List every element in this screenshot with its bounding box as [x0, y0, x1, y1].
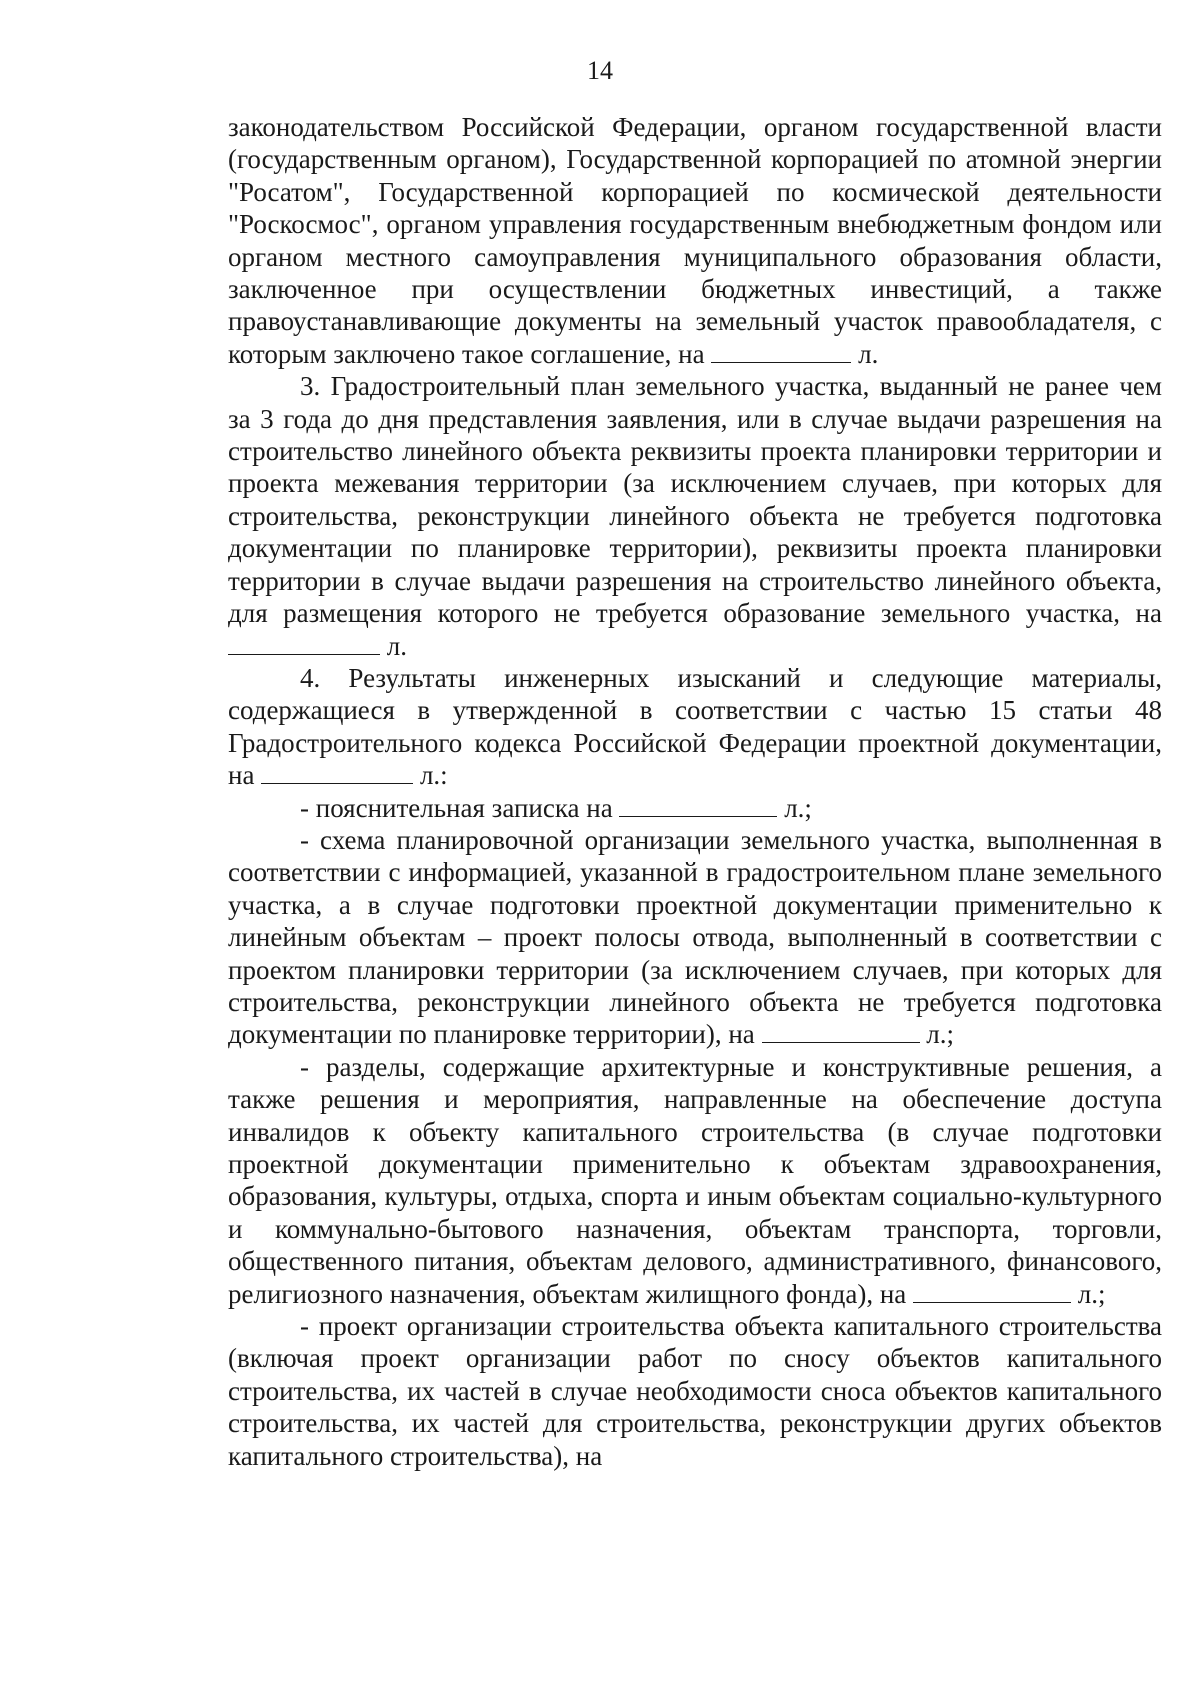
pages-suffix: л.;	[926, 1019, 955, 1050]
paragraph-text: - пояснительная записка на	[300, 792, 613, 823]
paragraph-item-3	[228, 370, 1162, 662]
pages-suffix: л.:	[419, 760, 448, 791]
paragraph-text: - проект организации строительства объекта капитального строительства (включая проект организации работ по сносу объектов капитального строительства, их частей в случае необходимости сноса объектов капитального строительства, их частей для строительства, реконструкции других объектов капитального строительства), на	[228, 1311, 1162, 1471]
pages-suffix: л.	[386, 630, 407, 661]
paragraph-explanatory-note	[228, 792, 1162, 824]
pages-suffix: л.;	[784, 792, 812, 823]
fill-in-blank	[228, 632, 380, 655]
page-number: 14	[587, 56, 613, 85]
fill-in-blank	[261, 761, 413, 784]
paragraph-text: - разделы, содержащие архитектурные и конструктивные решения, а также решения и мероприятия, направленные на обеспечение доступа инвалидов к объекту капитального строительства (в случае подготовки проектной документации применительно к объектам здравоохранения, образования, культуры, отдыха, спорта и иным объектам социально-культурного и коммунально-бытового назначения, объектам транспорта, торговли, общественного питания, объектам делового, административного, финансового, религиозного назначения, объектам жилищного фонда), на	[228, 1051, 1162, 1309]
paragraph-planning-scheme	[228, 824, 1162, 1051]
paragraph-text: - схема планировочной организации земельного участка, выполненная в соответствии с информацией, указанной в градостроительном плане земельного участка, а в случае подготовки проектной документации применительно к линейным объектам – проект полосы отвода, выполненный в соответствии с проектом планировки территории (за исключением случаев, при которых для строительства, реконструкции линейного объекта не требуется подготовка документации по планировке территории), на	[228, 824, 1162, 1050]
pages-suffix: л.	[858, 338, 879, 369]
paragraph-item-4	[228, 662, 1162, 792]
fill-in-blank	[913, 1280, 1071, 1303]
paragraph-text: 3. Градостроительный план земельного участка, выданный не ранее чем за 3 года до дня представления заявления, или в случае выдачи разрешения на строительство линейного объекта реквизиты проекта планировки территории и проекта межевания территории (за исключением случаев, при которых для строительства, реконструкции линейного объекта не требуется подготовка документации по планировке территории), реквизиты проекта планировки территории в случае выдачи разрешения на строительство линейного объекта, для размещения которого не требуется образование земельного участка, на	[228, 371, 1162, 629]
paragraph-text: законодательством Российской Федерации, органом государственной власти (государственным органом), Государственной корпорацией по атомной энергии "Росатом", Государственной корпорацией по космической деятельности "Роскосмос", органом управления государственным внебюджетным фондом или органом местного самоуправления муниципального образования области, заключенное при осуществлении бюджетных инвестиций, а также правоустанавливающие документы на земельный участок правообладателя, с которым заключено такое соглашение, на	[228, 112, 1162, 369]
fill-in-blank	[711, 340, 851, 363]
fill-in-blank	[619, 794, 777, 817]
paragraph-text: 4. Результаты инженерных изысканий и следующие материалы, содержащиеся в утвержденной в соответствии с частью 15 статьи 48 Градостроительного кодекса Российской Федерации проектной документации, на	[228, 662, 1162, 791]
paragraph-construction-project	[228, 1310, 1162, 1472]
document-body	[228, 111, 1162, 1472]
paragraph-continuation	[228, 111, 1162, 370]
fill-in-blank	[762, 1020, 920, 1043]
paragraph-architecture-sections	[228, 1051, 1162, 1310]
pages-suffix: л.;	[1077, 1278, 1106, 1309]
